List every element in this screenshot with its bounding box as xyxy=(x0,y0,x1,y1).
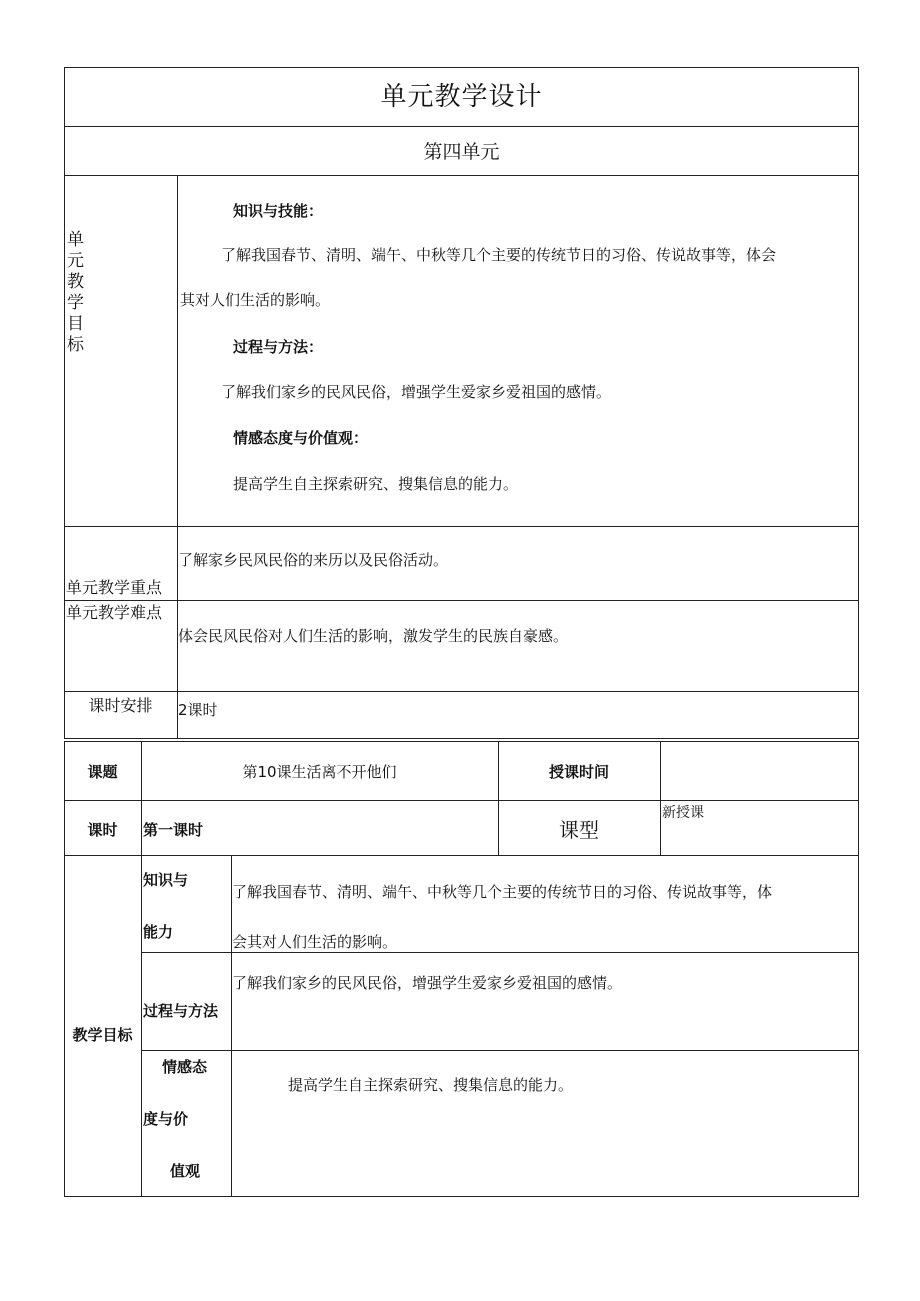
objectives-knowledge-line1: 了解我国春节、清明、端午、中秋等几个主要的传统节日的习俗、传说故事等，体会 xyxy=(221,246,777,264)
difficulty-text: 体会民风民俗对人们生活的影响，激发学生的民族自豪感。 xyxy=(178,627,569,645)
type-value: 新授课 xyxy=(662,805,704,821)
objectives-label: 单元教学目标 xyxy=(67,230,84,355)
objectives-emotion-text: 提高学生自主探索研究、搜集信息的能力。 xyxy=(233,475,519,493)
time-label: 授课时间 xyxy=(548,763,609,781)
goal-knowledge-line2: 会其对人们生活的影响。 xyxy=(232,933,398,951)
schedule-label: 课时安排 xyxy=(88,696,153,715)
schedule-text: 2课时 xyxy=(178,701,218,719)
goal-emotion-label-3: 值观 xyxy=(170,1162,201,1180)
period-value: 第一课时 xyxy=(143,821,204,839)
unit-name: 第四单元 xyxy=(423,141,500,163)
key-point-label: 单元教学重点 xyxy=(66,578,163,597)
goal-emotion-label-2: 度与价 xyxy=(143,1110,189,1128)
objectives-emotion-heading: 情感态度与价值观： xyxy=(233,429,369,447)
topic-value: 第10课生活离不开他们 xyxy=(242,763,397,781)
goal-process-text: 了解我们家乡的民风民俗，增强学生爱家乡爱祖国的感情。 xyxy=(232,974,623,992)
objectives-knowledge-heading: 知识与技能： xyxy=(233,202,324,220)
objectives-process-text: 了解我们家乡的民风民俗，增强学生爱家乡爱祖国的感情。 xyxy=(221,383,612,401)
page-title: 单元教学设计 xyxy=(380,82,543,112)
goal-knowledge-label-2: 能力 xyxy=(143,923,174,941)
topic-label: 课题 xyxy=(87,763,118,781)
difficulty-label: 单元教学难点 xyxy=(66,603,163,622)
key-point-text: 了解家乡民风民俗的来历以及民俗活动。 xyxy=(178,551,449,569)
objectives-knowledge-line2: 其对人们生活的影响。 xyxy=(180,291,331,309)
goal-process-label: 过程与方法 xyxy=(143,1002,219,1020)
period-label: 课时 xyxy=(87,821,118,839)
objectives-process-heading: 过程与方法： xyxy=(233,338,324,356)
goal-emotion-text: 提高学生自主探索研究、搜集信息的能力。 xyxy=(288,1076,574,1094)
goal-knowledge-label-1: 知识与 xyxy=(143,871,189,889)
goal-knowledge-line1: 了解我国春节、清明、端午、中秋等几个主要的传统节日的习俗、传说故事等，体 xyxy=(232,883,773,901)
type-label: 课型 xyxy=(559,818,599,842)
teaching-goals-label: 教学目标 xyxy=(72,1026,133,1044)
goal-emotion-label-1: 情感态 xyxy=(162,1058,208,1076)
